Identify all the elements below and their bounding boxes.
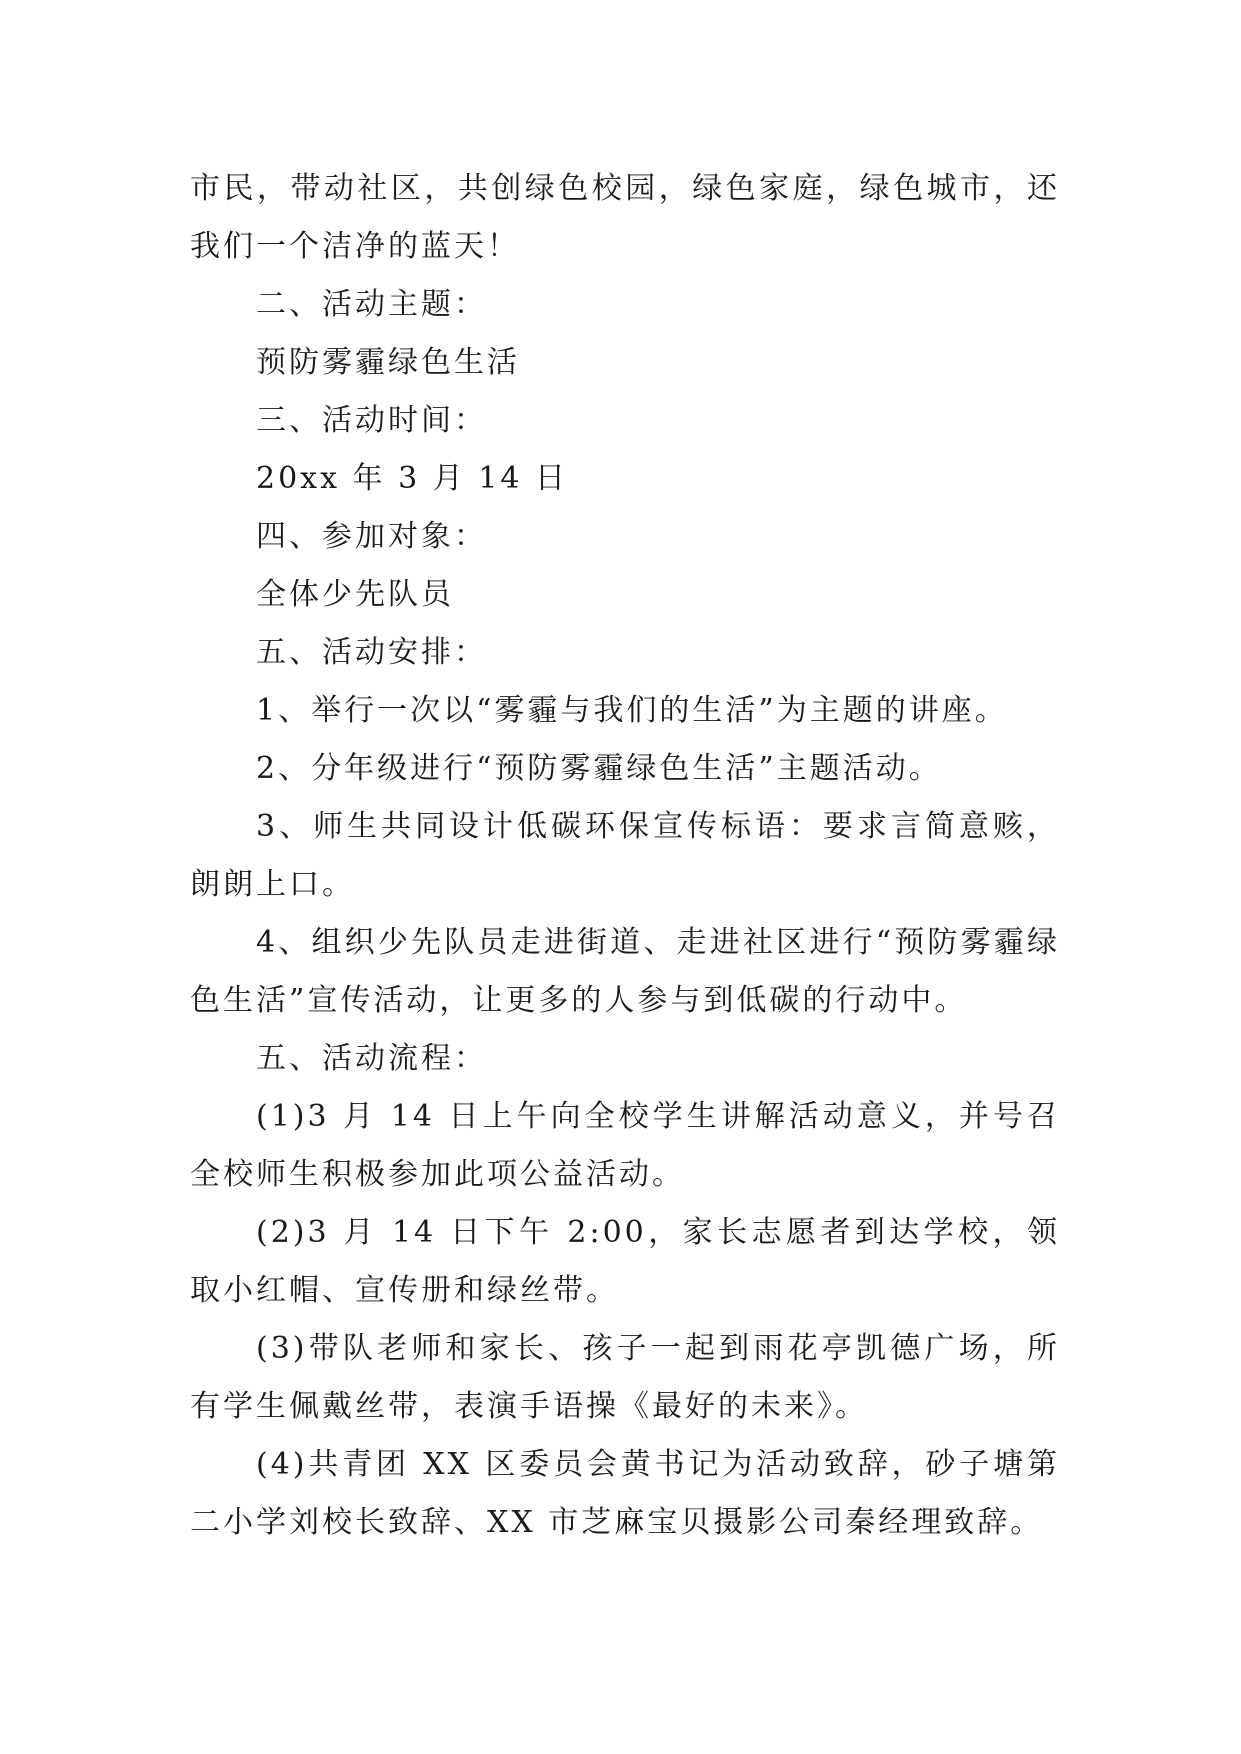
list-item-process-1: (1)3 月 14 日上午向全校学生讲解活动意义，并号召全校师生积极参加此项公益活动。	[190, 1099, 1060, 1192]
paragraph-intro-continuation: 市民，带动社区，共创绿色校园，绿色家庭，绿色城市，还我们一个洁净的蓝天！	[190, 171, 1060, 264]
paragraph-participants: 全体少先队员	[256, 577, 454, 612]
paragraph-activity-theme: 预防雾霾绿色生活	[256, 345, 520, 380]
list-item-process-4: (4)共青团 XX 区委员会黄书记为活动致辞，砂子塘第二小学刘校长致辞、XX 市芝麻宝贝摄影公司秦经理致辞。	[190, 1447, 1060, 1540]
document-body	[190, 160, 1060, 1552]
list-item-arrangement-1: 1、举行一次以“雾霾与我们的生活”为主题的讲座。	[256, 693, 1008, 728]
heading-activity-process: 五、活动流程：	[256, 1041, 487, 1076]
heading-participants: 四、参加对象：	[256, 519, 487, 554]
list-item-arrangement-4: 4、组织少先队员走进街道、走进社区进行“预防雾霾绿色生活”宣传活动，让更多的人参与到低碳的行动中。	[190, 925, 1060, 1018]
paragraph-activity-time: 20xx 年 3 月 14 日	[256, 461, 568, 496]
list-item-arrangement-3: 3、师生共同设计低碳环保宣传标语：要求言简意赅，朗朗上口。	[190, 809, 1060, 902]
heading-activity-arrangement: 五、活动安排：	[256, 635, 487, 670]
list-item-arrangement-2: 2、分年级进行“预防雾霾绿色生活”主题活动。	[256, 751, 942, 786]
heading-activity-time: 三、活动时间：	[256, 403, 487, 438]
list-item-process-3: (3)带队老师和家长、孩子一起到雨花亭凯德广场，所有学生佩戴丝带，表演手语操《最好的未来》。	[190, 1331, 1060, 1424]
heading-activity-theme: 二、活动主题：	[256, 287, 487, 322]
list-item-process-2: (2)3 月 14 日下午 2:00，家长志愿者到达学校，领取小红帽、宣传册和绿丝带。	[190, 1215, 1060, 1308]
